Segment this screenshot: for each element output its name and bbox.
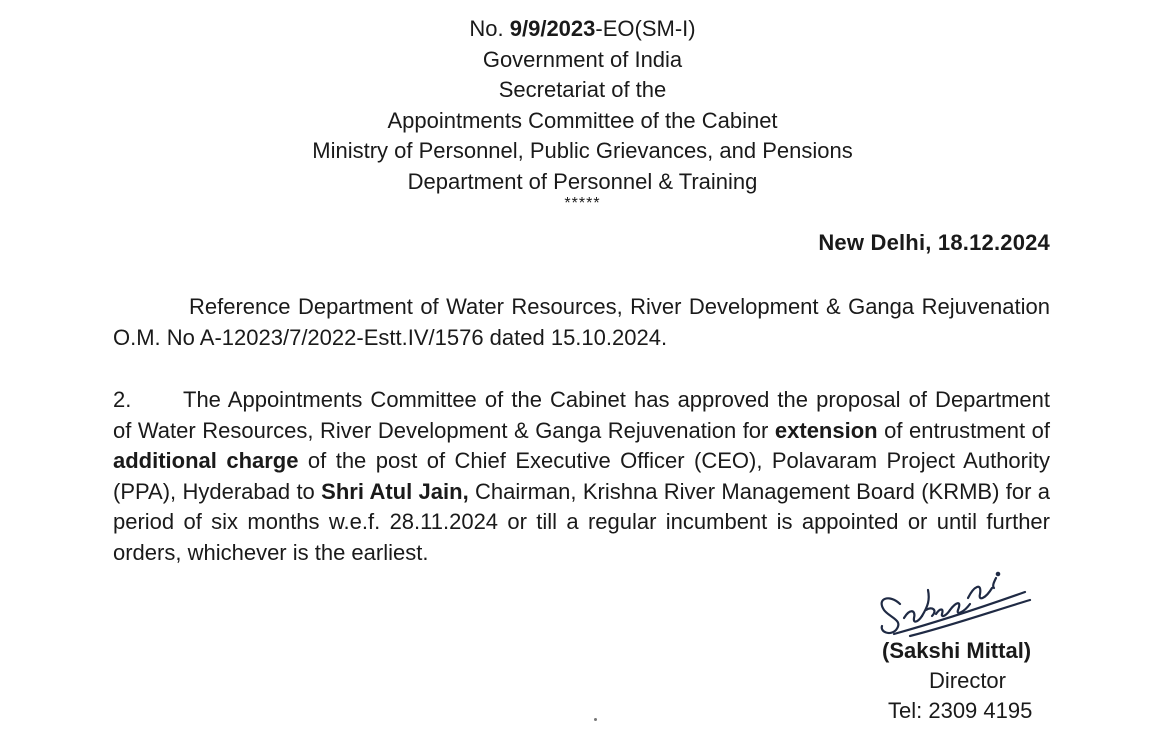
signatory-name: (Sakshi Mittal) <box>882 638 1032 663</box>
separator-stars: ***** <box>564 195 601 212</box>
bold-additional-charge: additional charge <box>113 448 299 473</box>
signatory-designation: Director <box>928 668 1006 693</box>
department-line: Department of Personnel & Training <box>407 168 758 194</box>
committee-line: Appointments Committee of the Cabinet <box>387 107 778 133</box>
bold-extension: extension <box>774 417 878 443</box>
place-date: New Delhi, 18.12.2024 <box>818 230 1050 255</box>
stray-dot <box>594 718 597 721</box>
signature-block <box>880 636 1055 726</box>
reference-paragraph <box>113 292 1050 353</box>
handwritten-signature <box>870 560 1070 640</box>
secretariat-line: Secretariat of the <box>498 77 667 102</box>
approval-paragraph: 2. The Appointments Committee of the Cabinet has approved the proposal of Department of Water Resources, River Development & Ganga Rejuvenation for extension of entrustment of additional charge of the post of Chief Executive Officer (CEO), Polavaram Project Authority (PPA), Hyderabad to Shri Atul Jain, Chairman, Krishna River Management Board (KRMB) for a period of six months w.e.f. 28.11.2024 or till a regular incumbent is appointed or until further orders, whichever is the earliest. <box>113 387 1051 565</box>
government-line: Government of India <box>482 46 683 72</box>
paragraph-number: 2. <box>113 387 132 412</box>
order-number-bold: 9/9/2023 <box>509 16 596 41</box>
ministry-line: Ministry of Personnel, Public Grievances, and Pensions <box>312 138 853 163</box>
order-number: No. 9/9/2023-EO(SM-I) <box>469 16 696 41</box>
bold-officer-name: Shri Atul Jain, <box>321 478 469 504</box>
reference-text: Reference Department of Water Resources, River Development & Ganga Rejuvenation O.M. No A-12023/7/2022-Estt.IV/1576 dated 15.10.2024. <box>113 294 1050 350</box>
letterhead <box>250 14 915 211</box>
signatory-telephone: Tel: 2309 4195 <box>888 698 1033 723</box>
